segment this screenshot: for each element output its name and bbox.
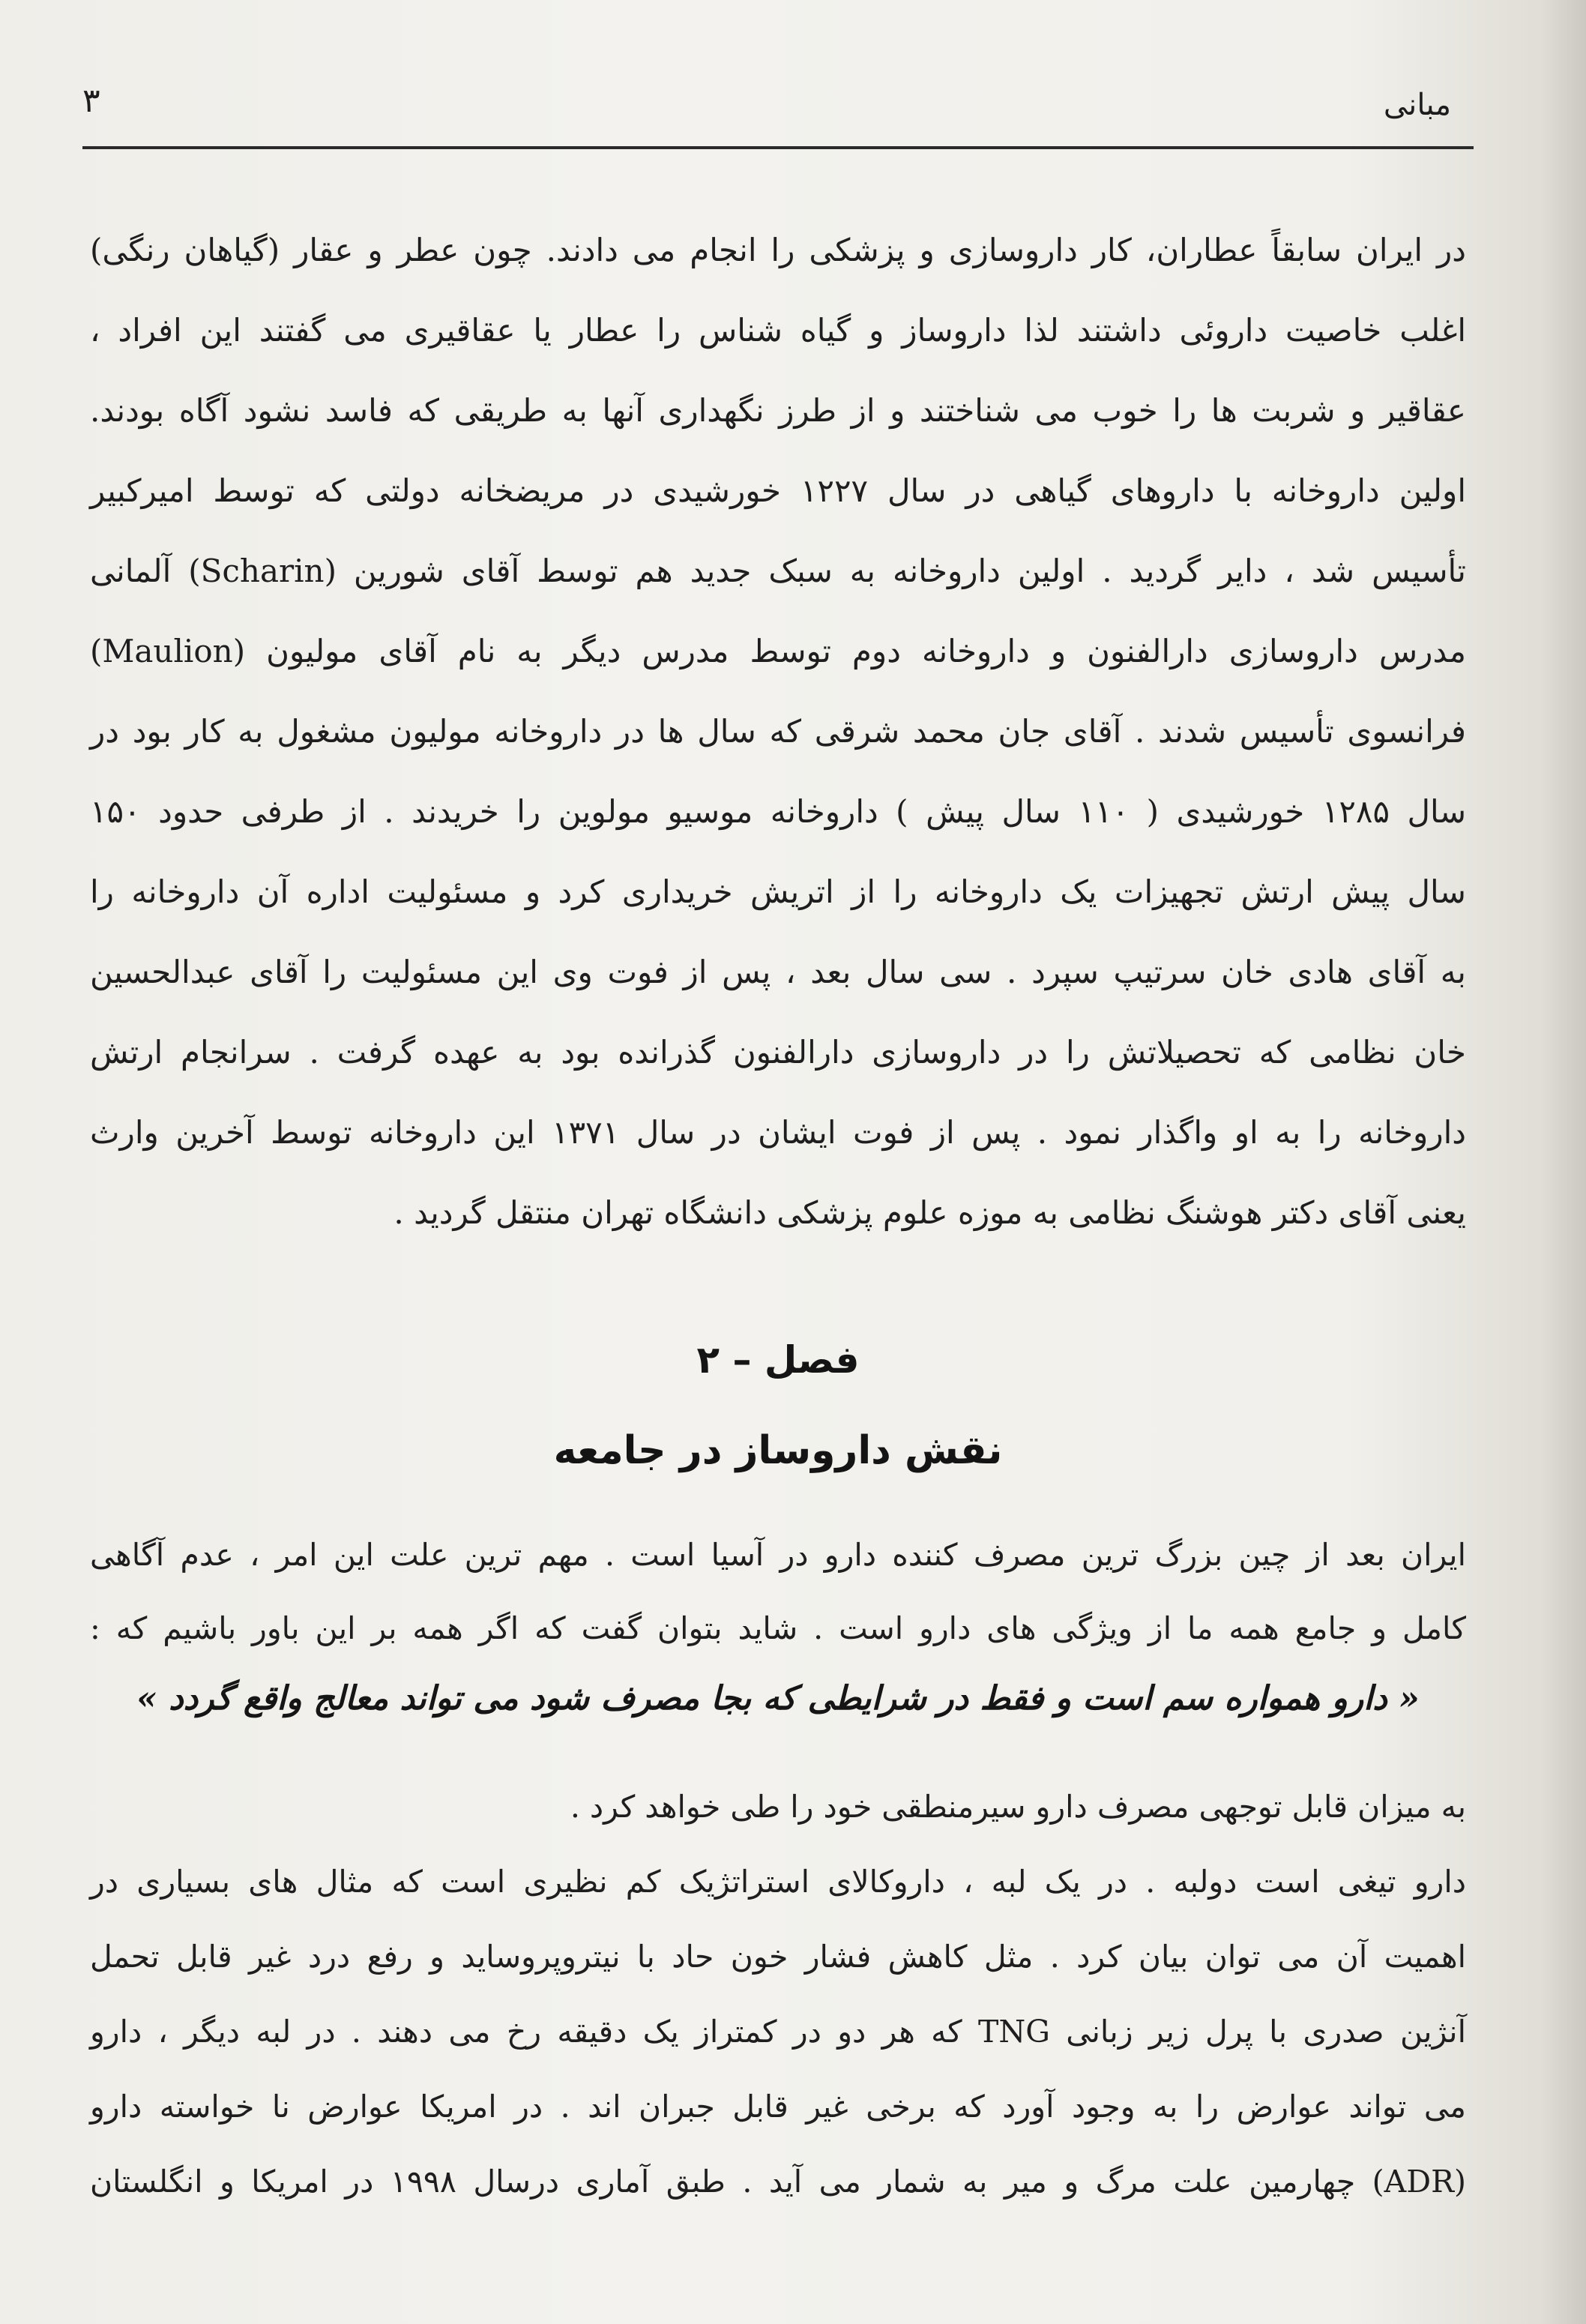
handwritten-quote: « دارو همواره سم است و فقط در شرایطی که بجا مصرف شود می تواند معالج واقع گردد » [136, 1679, 1420, 1718]
section-title: نقش داروساز در جامعه [553, 1428, 1003, 1473]
text-line: به آقای هادی خان سرتیپ سپرد . سی سال بعد ، پس از فوت وی این مسئولیت را آقای عبدالحسین [90, 954, 1466, 990]
running-title: مبانی [1383, 88, 1451, 122]
text-line: اولین داروخانه با داروهای گیاهی در سال ۱۲۲۷ خورشیدی در مریضخانه دولتی که توسط امیرکبیر [90, 472, 1467, 509]
text-line: ایران بعد از چین بزرگ ترین مصرف کننده دارو در آسیا است . مهم ترین علت این امر ، عدم آگاهی [90, 1537, 1466, 1573]
text-line: تأسیس شد ، دایر گردید . اولین داروخانه به سبک جدید هم توسط آقای شورین (Scharin) آلمانی [90, 553, 1466, 589]
chapter-label: فصل – ۲ [696, 1338, 860, 1382]
text-line: در ایران سابقاً عطاران، کار داروسازی و پزشکی را انجام می دادند. چون عطر و عقار (گیاهان رنگی) [90, 232, 1466, 268]
text-line: سال ۱۲۸۵ خورشیدی ( ۱۱۰ سال پیش ) داروخانه موسیو مولوین را خریدند . از طرفی حدود ۱۵۰ [90, 793, 1467, 830]
text-line: می تواند عوارض را به وجود آورد که برخی غیر قابل جبران اند . در امریکا عوارض نا خواسته دارو [90, 2089, 1466, 2125]
text-line: اهمیت آن می توان بیان کرد . مثل کاهش فشار خون حاد با نیتروپروساید و رفع درد غیر قابل تحمل [90, 1939, 1466, 1975]
text-line: دارو تیغی است دولبه . در یک لبه ، داروکالای استراتژیک کم نظیری است که مثال های بسیاری در [90, 1864, 1466, 1900]
text-line: عقاقیر و شربت ها را خوب می شناختند و از طرز نگهداری آنها به طریقی که فاسد نشود آگاه بودند. [90, 392, 1466, 429]
text-line: فرانسوی تأسیس شدند . آقای جان محمد شرقی که سال ها در داروخانه مولیون مشغول به کار بود در [90, 713, 1466, 750]
text-line: کامل و جامع همه ما از ویژگی های دارو است . شاید بتوان گفت که اگر همه بر این باور باشیم که : [90, 1610, 1466, 1646]
text-line: یعنی آقای دکتر هوشنگ نظامی به موزه علوم پزشکی دانشگاه تهران منتقل گردید . [394, 1194, 1466, 1231]
page-number: ۳ [82, 82, 100, 120]
page-header [82, 71, 1474, 154]
text-line: به میزان قابل توجهی مصرف دارو سیرمنطقی خود را طی خواهد کرد . [570, 1789, 1466, 1825]
text-line: (ADR) چهارمین علت مرگ و میر به شمار می آید . طبق آماری درسال ۱۹۹۸ در امریکا و انگلستان [90, 2164, 1466, 2200]
header-rule [82, 146, 1474, 149]
page-edge-shadow [1541, 0, 1586, 2324]
text-line: آنژین صدری با پرل زیر زبانی TNG که هر دو در کمتراز یک دقیقه رخ می دهند . در لبه دیگر ، دارو [90, 2014, 1466, 2050]
text-line: داروخانه را به او واگذار نمود . پس از فوت ایشان در سال ۱۳۷۱ این داروخانه توسط آخرین وارث [90, 1114, 1466, 1151]
paragraph-double-edge [90, 1769, 1466, 2219]
text-line: اغلب خاصیت داروئی داشتند لذا داروساز و گیاه شناس را عطار یا عقاقیری می گفتند این افراد ، [90, 312, 1466, 349]
paragraph-intro [90, 1518, 1466, 1665]
text-line: خان نظامی که تحصیلاتش را در داروسازی دارالفنون گذرانده بود به عهده گرفت . سرانجام ارتش [90, 1034, 1466, 1071]
text-line: مدرس داروسازی دارالفنون و داروخانه دوم توسط مدرس دیگر به نام آقای مولیون (Maulion) [90, 633, 1466, 669]
paragraph-history [90, 210, 1466, 1253]
text-line: سال پیش ارتش تجهیزات یک داروخانه را از اتریش خریداری کرد و مسئولیت اداره آن داروخانه را [90, 873, 1466, 910]
